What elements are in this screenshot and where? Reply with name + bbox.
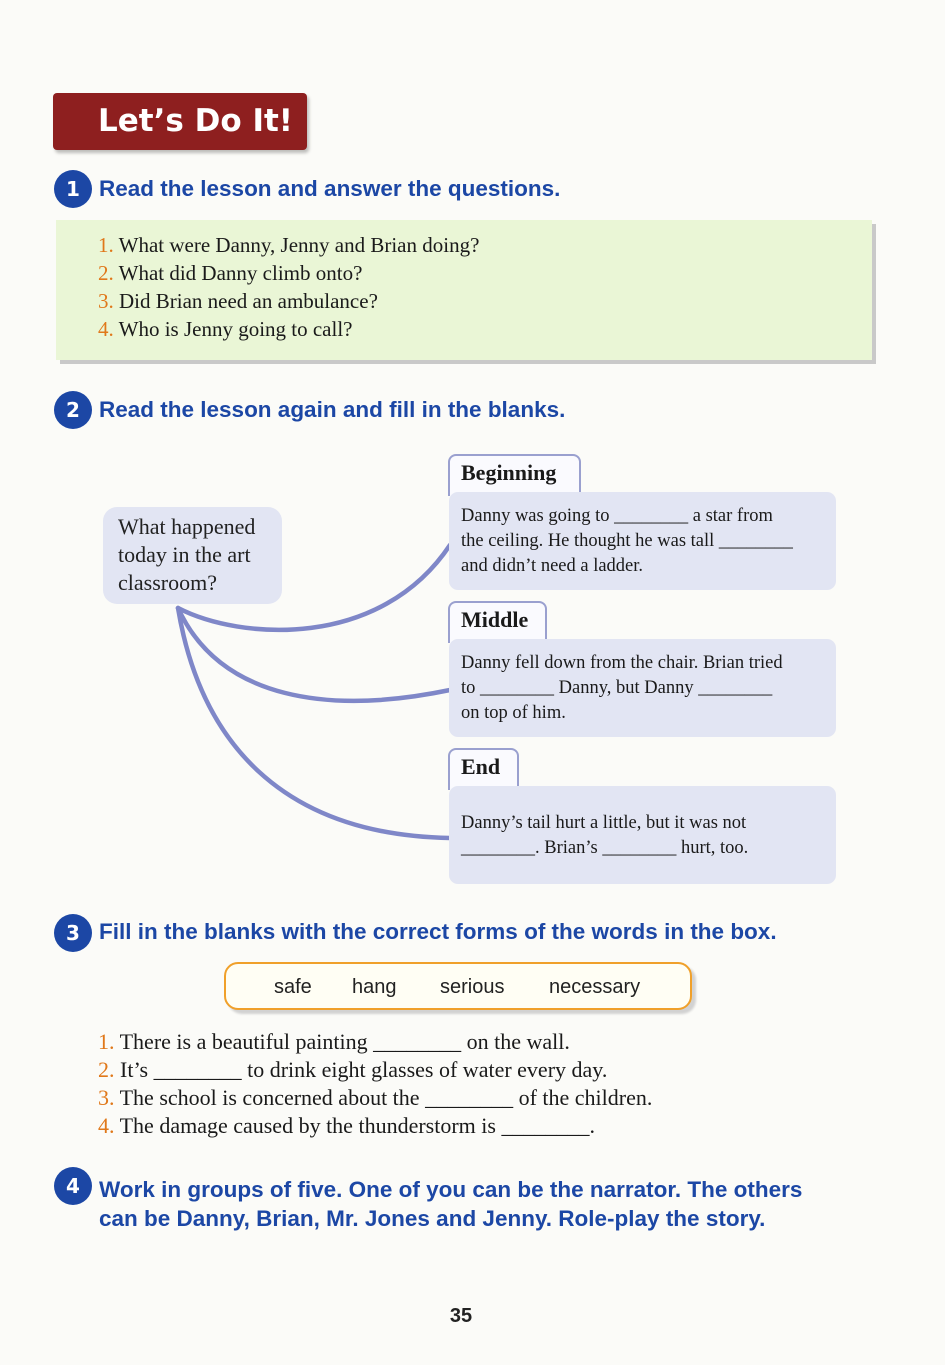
section-4-line-2: can be Danny, Brian, Mr. Jones and Jenny. Role-play the story. [99,1206,766,1231]
middle-tab: Middle [448,601,547,643]
beginning-panel: Danny was going to ________ a star from the ceiling. He thought he was tall ________ and didn’t need a ladder. [449,492,836,590]
question-item: 2. What did Danny climb onto? [98,261,363,285]
end-panel: Danny’s tail hurt a little, but it was not ________. Brian’s ________ hurt, too. [449,786,836,884]
middle-panel: Danny fell down from the chair. Brian tried to ________ Danny, but Danny ________ on top of him. [449,639,836,737]
question-item: 1. What were Danny, Jenny and Brian doing? [98,233,480,257]
page-number: 35 [449,1305,473,1327]
end-tab: End [448,748,519,790]
section-1-number: 1 [54,170,92,208]
section-1-title: Read the lesson and answer the questions. [99,176,561,201]
word-hang: hang [352,976,397,998]
section-2-number: 2 [54,391,92,429]
word-serious: serious [440,976,505,998]
section-4-number: 4 [54,1167,92,1205]
lets-do-it-banner: Let’s Do It! [53,93,307,150]
exercise-sentence: 1. There is a beautiful painting ________ on the wall. [98,1029,570,1054]
section-3-number: 3 [54,914,92,952]
connector-end [178,608,450,838]
section-2-title: Read the lesson again and fill in the blanks. [99,397,566,422]
word-necessary: necessary [549,976,641,998]
section-4-line-1: Work in groups of five. One of you can be the narrator. The others [99,1177,803,1202]
beginning-tab: Beginning [448,454,581,496]
question-item: 3. Did Brian need an ambulance? [98,289,378,313]
exercise-sentence: 4. The damage caused by the thunderstorm is ________. [98,1113,595,1138]
question-bubble: What happened today in the art classroom? [103,507,282,604]
section-3-title: Fill in the blanks with the correct forms of the words in the box. [99,919,777,944]
question-item: 4. Who is Jenny going to call? [98,317,353,341]
word-box [224,962,692,1010]
exercise-sentence: 3. The school is concerned about the ________ of the children. [98,1085,653,1110]
exercise-sentence: 2. It’s ________ to drink eight glasses of water every day. [98,1057,608,1082]
word-safe: safe [274,976,312,998]
